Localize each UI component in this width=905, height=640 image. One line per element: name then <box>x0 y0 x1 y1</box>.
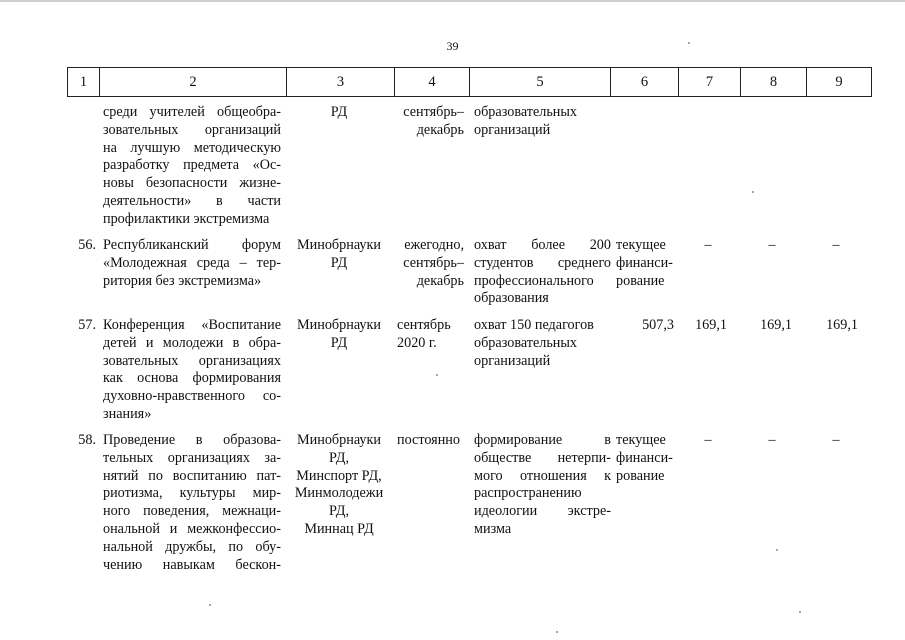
header-cell-8: 8 <box>740 68 806 96</box>
period-text: ежегодно, сентябрь– декабрь <box>403 237 464 289</box>
year-3-value: 169,1 <box>826 317 858 333</box>
header-cell-1: 1 <box>79 74 88 90</box>
continued-period-text: сентябрь– декабрь <box>403 104 464 138</box>
year-3-value: – <box>832 237 840 253</box>
row-number: 56. <box>78 237 96 253</box>
executor-text: Минобрнауки РД, Минспорт РД, Минмолодежи РД, Миннац РД <box>294 432 384 537</box>
period-text: постоянно <box>397 432 460 448</box>
executor-text: Минобрнауки РД <box>297 317 381 351</box>
header-cell-7: 7 <box>678 68 740 96</box>
header-cell-6: 6 <box>610 68 678 96</box>
result-text: формирование в обществе нетерпи- мого отношения к распространению идеологии экстре- мизма <box>474 432 611 537</box>
continued-executor-text: РД <box>330 104 348 120</box>
continued-event-text: среди учителей общеобра- зовательных организаций на лучшую методическую разработку предмета «Ос- новы безопасности жизне- деятельности» в части профилактики экстремизма <box>103 104 281 227</box>
year-2-value: – <box>768 432 776 448</box>
executor-text: Минобрнауки РД <box>297 237 381 271</box>
year-1-value: – <box>704 432 712 448</box>
year-3-value: – <box>832 432 840 448</box>
event-text: Проведение в образова- тельных организациях за- нятий по воспитанию пат- риотизма, культуры мир- ного поведения, межнаци- ональной и межконфессио- нальной дружбы, по обу- чению навыкам бескон- <box>103 432 281 573</box>
funding-text: текущее финанси- рование <box>616 237 673 289</box>
funding-total-value: 507,3 <box>642 317 674 333</box>
header-cell-9: 9 <box>806 68 871 96</box>
row-number: 57. <box>78 317 96 333</box>
row-number: 58. <box>78 432 96 448</box>
year-1-value: – <box>704 237 712 253</box>
year-2-value: 169,1 <box>760 317 792 333</box>
page-number: 39 <box>446 39 459 53</box>
result-text: охват 150 педагогов образовательных организаций <box>474 317 594 369</box>
event-text: Республиканский форум «Молодежная среда – тер- ритория без экстремизма» <box>103 237 281 289</box>
event-text: Конференция «Воспитание детей и молодежи в обра- зовательных организациях как основа формирования духовно-нравственного со- знания» <box>103 317 281 422</box>
header-cell-3: 3 <box>286 68 394 96</box>
continued-result-text: образовательных организаций <box>474 104 578 138</box>
period-text: сентябрь 2020 г. <box>397 317 451 351</box>
scan-top-edge <box>0 0 905 2</box>
year-1-value: 169,1 <box>695 317 727 333</box>
header-cell-2: 2 <box>99 68 286 96</box>
year-2-value: – <box>768 237 776 253</box>
funding-text: текущее финанси- рование <box>616 432 673 484</box>
result-text: охват более 200 студентов среднего профессионального образования <box>474 237 611 307</box>
table-header-row <box>67 67 872 97</box>
header-cell-5: 5 <box>469 68 610 96</box>
header-cell-4: 4 <box>394 68 469 96</box>
